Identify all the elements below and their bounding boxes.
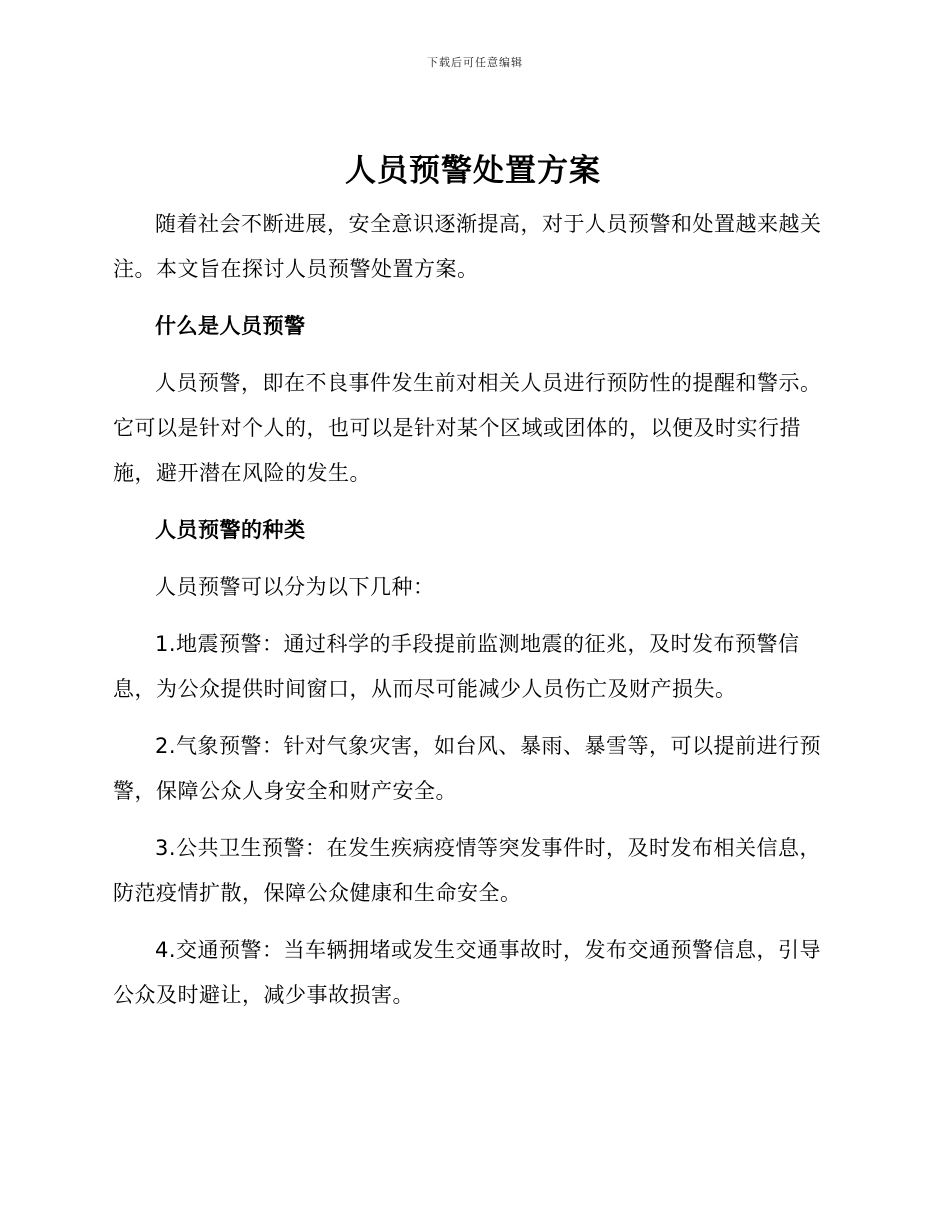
types-intro-paragraph: 人员预警可以分为以下几种： [155, 575, 435, 599]
earthquake-warning-paragraph: 1.地震预警：通过科学的手段提前监测地震的征兆，及时发布预警信息，为公众提供时间窗口，从而尽可能减少人员伤亡及财产损失。 [113, 632, 800, 701]
traffic-warning-paragraph: 4.交通预警：当车辆拥堵或发生交通事故时，发布交通预警信息，引导公众及时避让，减少事故损害。 [113, 938, 822, 1007]
document-body [113, 148, 833, 1030]
section-heading-what-is: 什么是人员预警 [155, 314, 306, 338]
public-health-warning-paragraph: 3.公共卫生预警：在发生疾病疫情等突发事件时，及时发布相关信息，防范疫情扩散，保障公众健康和生命安全。 [113, 836, 822, 905]
intro-paragraph: 随着社会不断进展，安全意识逐渐提高，对于人员预警和处置越来越关注。本文旨在探讨人员预警处置方案。 [113, 212, 822, 281]
section-heading-types: 人员预警的种类 [155, 518, 306, 542]
header-note: 下载后可任意编辑 [427, 56, 523, 69]
weather-warning-paragraph: 2.气象预警：针对气象灾害，如台风、暴雨、暴雪等，可以提前进行预警，保障公众人身安全和财产安全。 [113, 734, 822, 803]
definition-paragraph: 人员预警，即在不良事件发生前对相关人员进行预防性的提醒和警示。它可以是针对个人的，也可以是针对某个区域或团体的，以便及时实行措施，避开潜在风险的发生。 [113, 371, 822, 485]
document-title: 人员预警处置方案 [345, 153, 601, 189]
